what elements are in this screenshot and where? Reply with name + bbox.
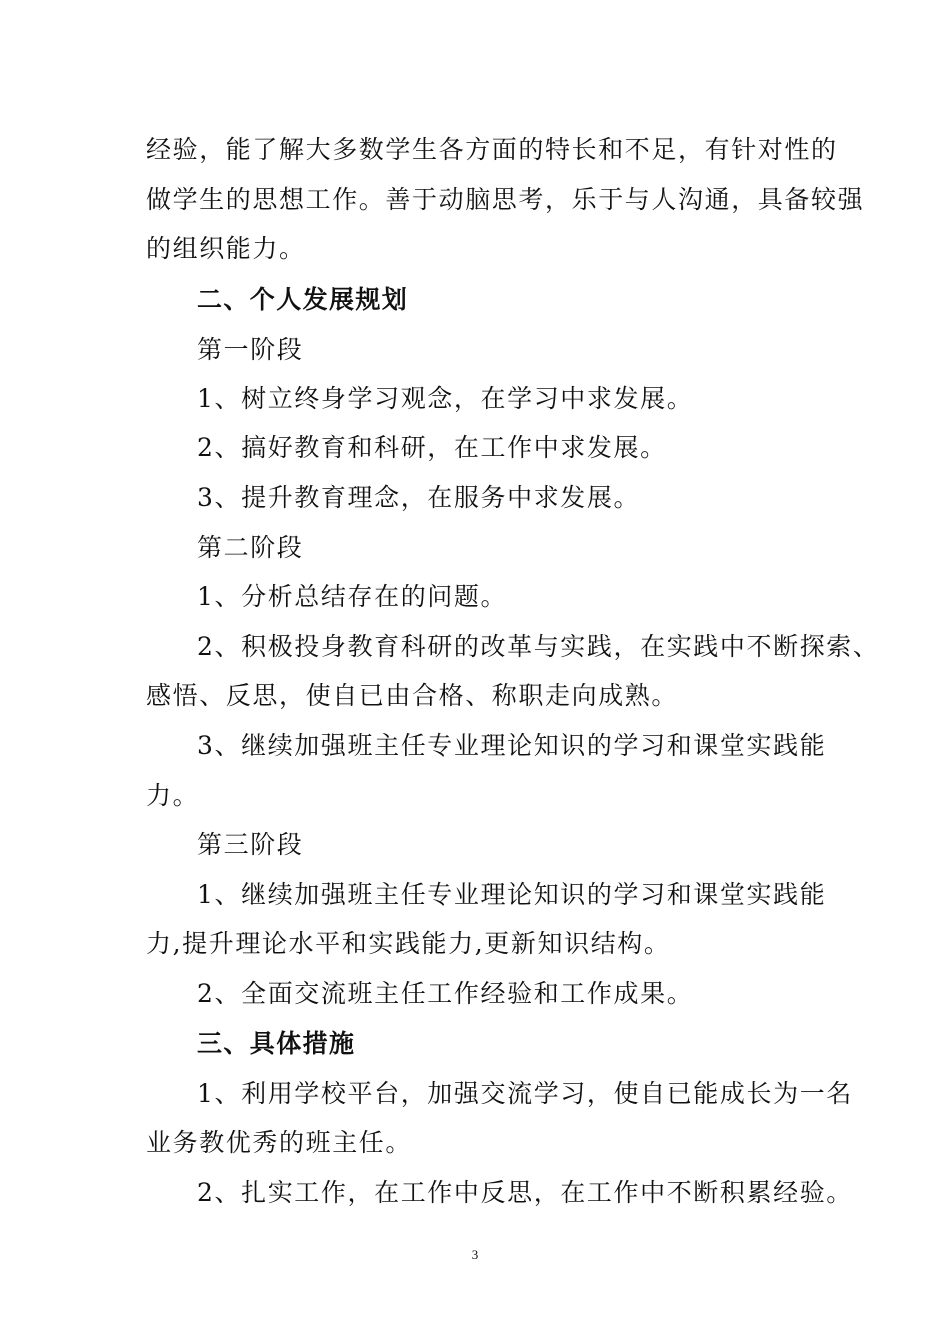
list-item: 1、分析总结存在的问题。 <box>197 582 508 611</box>
list-item-continuation: 力,提升理论水平和实践能力,更新知识结构。 <box>146 929 671 958</box>
page-number: 3 <box>471 1247 479 1262</box>
list-item: 2、扎实工作，在工作中反思，在工作中不断积累经验。 <box>197 1178 853 1207</box>
list-item: 2、搞好教育和科研，在工作中求发展。 <box>197 433 667 462</box>
body-text-line: 经验，能了解大多数学生各方面的特长和不足，有针对性的 <box>146 135 838 164</box>
list-item: 3、提升教育理念，在服务中求发展。 <box>197 483 641 512</box>
list-item: 2、积极投身教育科研的改革与实践，在实践中不断探索、 <box>197 632 880 661</box>
section-heading: 三、具体措施 <box>197 1029 356 1058</box>
list-item: 3、继续加强班主任专业理论知识的学习和课堂实践能 <box>197 731 827 760</box>
stage-heading: 第二阶段 <box>197 533 304 562</box>
list-item-continuation: 业务教优秀的班主任。 <box>146 1128 413 1157</box>
list-item: 1、利用学校平台，加强交流学习，使自已能成长为一名 <box>197 1079 853 1108</box>
section-heading: 二、个人发展规划 <box>197 285 409 314</box>
body-text-line: 的组织能力。 <box>146 234 306 263</box>
body-text-line: 做学生的思想工作。善于动脑思考，乐于与人沟通，具备较强 <box>146 185 865 214</box>
stage-heading: 第三阶段 <box>197 830 304 859</box>
list-item: 1、继续加强班主任专业理论知识的学习和课堂实践能 <box>197 880 827 909</box>
list-item: 2、全面交流班主任工作经验和工作成果。 <box>197 979 694 1008</box>
list-item: 1、树立终身学习观念，在学习中求发展。 <box>197 384 694 413</box>
stage-heading: 第一阶段 <box>197 335 304 364</box>
list-item-continuation: 感悟、反思，使自已由合格、称职走向成熟。 <box>146 681 679 710</box>
list-item-continuation: 力。 <box>146 781 200 810</box>
